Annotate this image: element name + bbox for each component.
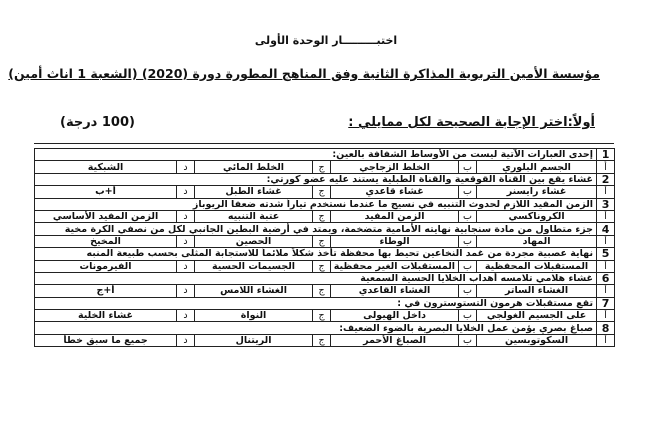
option-text: الخلط الزجاجي: [331, 161, 459, 173]
option-letter: د: [177, 186, 195, 198]
option-text: السكوتوبسين: [477, 334, 597, 346]
option-text: الريتنال: [195, 334, 313, 346]
option-text: الوطاء: [331, 235, 459, 247]
option-text: الزمن المفيد الأساسي: [35, 210, 177, 222]
question-row: [35, 223, 615, 235]
option-text: المخيخ: [35, 235, 177, 247]
question-row: [35, 297, 615, 309]
options-row: [35, 235, 615, 247]
option-letter: ج: [313, 285, 331, 297]
institution-header: مؤسسة الأمين التربوية المذاكرة الثانية وفق المناهج المطورة دورة (2020) (الشعبة 1 اناث أمين): [8, 66, 600, 81]
question-row: [35, 173, 615, 185]
option-letter: أ: [597, 285, 615, 297]
question-number: 2: [597, 173, 615, 185]
option-letter: ب: [459, 186, 477, 198]
options-row: [35, 210, 615, 222]
question-text: الزمن المفيد اللازم لحدوث التنبيه في نسيج ما عندما نستخدم تياراً شدته ضعفا الريوباز: [35, 198, 597, 210]
option-text: غشاء رايسنر: [477, 186, 597, 198]
option-text: أ+ب: [35, 186, 177, 198]
question-text: إحدى العبارات الآتية ليست من الأوساط الشفافة بالعين:: [35, 149, 597, 161]
option-letter: د: [177, 310, 195, 322]
option-text: الزمن المفيد: [331, 210, 459, 222]
exam-title: اختبـــــــــار الوحدة الأولى: [254, 34, 398, 47]
questions-table: [34, 148, 615, 347]
option-letter: د: [177, 334, 195, 346]
option-text: الخلط المائي: [195, 161, 313, 173]
option-letter: أ: [597, 260, 615, 272]
question-number: 7: [597, 297, 615, 309]
question-text: صباغ بصري يؤمن عمل الخلايا البصرية بالضوء الضعيف:: [35, 322, 597, 334]
section-title: أولاً:اختر الإجابة الصحيحة لكل ممايلي :: [348, 115, 595, 130]
option-text: المهاد: [477, 235, 597, 247]
option-letter: د: [177, 161, 195, 173]
question-text: نهاية عصبية مجردة من غمد النخاعين تحيط بها محفظة تأخذ شكلاً ملائماً للاستجابة المثلى بحسب طبيعة المنبه: [35, 248, 597, 260]
option-letter: ج: [313, 334, 331, 346]
option-text: الصباغ الأحمر: [331, 334, 459, 346]
option-letter: أ: [597, 210, 615, 222]
option-letter: د: [177, 210, 195, 222]
option-letter: ب: [459, 334, 477, 346]
option-letter: د: [177, 260, 195, 272]
option-text: المستقبلات الغير محفظية: [331, 260, 459, 272]
options-row: [35, 285, 615, 297]
option-letter: ب: [459, 285, 477, 297]
option-text: الكروناكسي: [477, 210, 597, 222]
option-letter: ب: [459, 235, 477, 247]
question-text: تقع مستقبلات هرمون التستوسترون في :: [35, 297, 597, 309]
question-text: غشاء يقع بين القناة القوقعية والقناة الطبلية يستند عليه عضو كورتي:: [35, 173, 597, 185]
header-divider: [34, 143, 614, 144]
option-letter: أ: [597, 310, 615, 322]
question-number: 3: [597, 198, 615, 210]
options-row: [35, 161, 615, 173]
option-text: داخل الهيولى: [331, 310, 459, 322]
option-letter: د: [177, 235, 195, 247]
option-letter: ب: [459, 310, 477, 322]
option-letter: ج: [313, 260, 331, 272]
options-row: [35, 310, 615, 322]
option-text: غشاء الخلية: [35, 310, 177, 322]
option-text: الغشاء اللامس: [195, 285, 313, 297]
options-row: [35, 334, 615, 346]
option-text: أ+ج: [35, 285, 177, 297]
option-text: الحصين: [195, 235, 313, 247]
option-letter: ج: [313, 310, 331, 322]
option-text: النواة: [195, 310, 313, 322]
question-text: غشاء هلامي تلامسه أهداب الخلايا الحسية السمعية: [35, 272, 597, 284]
option-text: الغشاء القاعدي: [331, 285, 459, 297]
option-text: عتبة التنبيه: [195, 210, 313, 222]
question-row: [35, 248, 615, 260]
option-text: جميع ما سبق خطأ: [35, 334, 177, 346]
option-text: الجسم البلوري: [477, 161, 597, 173]
section-grade: (100 درجة): [60, 115, 135, 130]
option-text: على الجسيم الغولجي: [477, 310, 597, 322]
option-text: الغشاء الساتر: [477, 285, 597, 297]
option-letter: ب: [459, 260, 477, 272]
question-row: [35, 272, 615, 284]
question-row: [35, 198, 615, 210]
options-row: [35, 260, 615, 272]
option-letter: أ: [597, 235, 615, 247]
option-letter: أ: [597, 334, 615, 346]
option-letter: أ: [597, 186, 615, 198]
option-text: الشبكية: [35, 161, 177, 173]
option-text: غشاء قاعدي: [331, 186, 459, 198]
option-letter: ب: [459, 210, 477, 222]
question-row: [35, 149, 615, 161]
options-row: [35, 186, 615, 198]
option-letter: ج: [313, 186, 331, 198]
question-number: 6: [597, 272, 615, 284]
question-number: 5: [597, 248, 615, 260]
option-letter: ج: [313, 161, 331, 173]
option-text: المستقبلات المحفظية: [477, 260, 597, 272]
question-text: جزء متطاول من مادة سنجابية نهايته الأمامية متضخمة، ويمتد في أرضية البطين الجانبي لكل من نصفي الكرة مخية: [35, 223, 597, 235]
option-letter: ب: [459, 161, 477, 173]
option-letter: أ: [597, 161, 615, 173]
option-text: غشاء الطبل: [195, 186, 313, 198]
option-letter: ج: [313, 235, 331, 247]
question-row: [35, 322, 615, 334]
question-number: 1: [597, 149, 615, 161]
option-letter: د: [177, 285, 195, 297]
question-number: 8: [597, 322, 615, 334]
option-letter: ج: [313, 210, 331, 222]
section-heading: [60, 115, 595, 135]
question-number: 4: [597, 223, 615, 235]
option-text: الفيرمونات: [35, 260, 177, 272]
option-text: الجسيمات الحسية: [195, 260, 313, 272]
